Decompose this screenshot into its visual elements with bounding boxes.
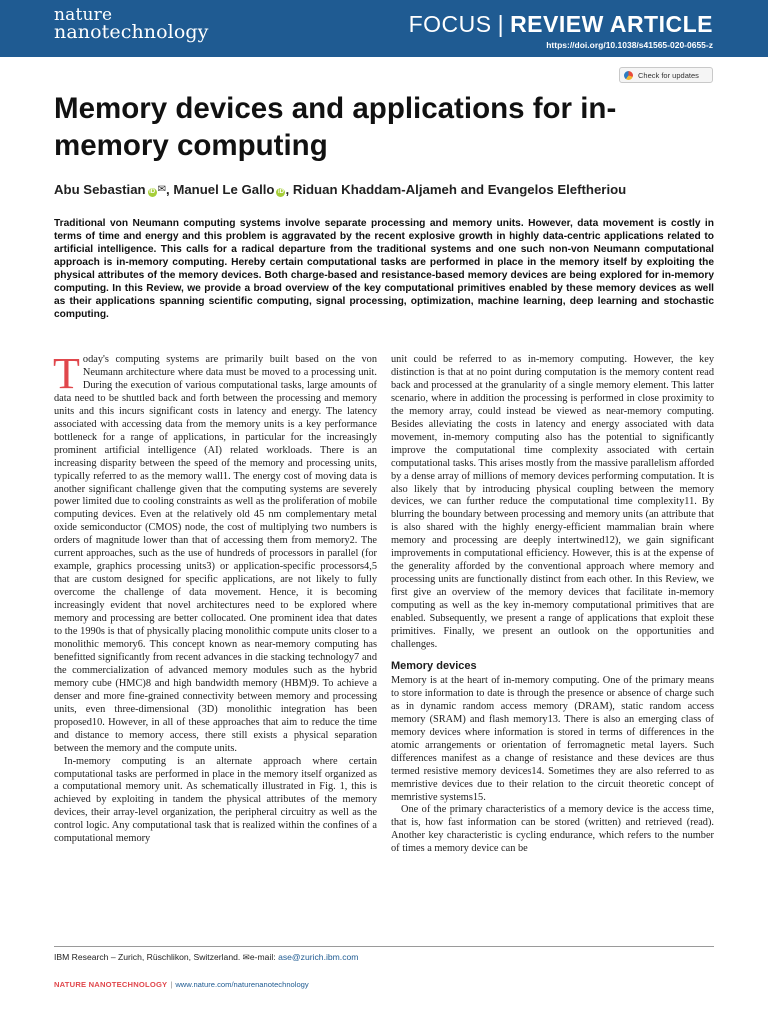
footer-divider <box>54 946 714 947</box>
author-separator: , <box>166 182 170 197</box>
journal-banner <box>0 0 768 57</box>
journal-url-link[interactable]: www.nature.com/naturenanotechnology <box>175 980 309 989</box>
author-name[interactable]: Manuel Le Gallo <box>173 182 275 197</box>
intro-paragraph <box>53 349 377 756</box>
author-separator: , <box>285 182 290 197</box>
focus-label: FOCUS <box>408 11 492 37</box>
footer-separator: | <box>170 980 173 989</box>
intro-paragraph-text: oday's computing systems are primarily built based on the von Neumann architecture where data must be moved to a processing unit. During the execution of various computational tasks, large amounts of data need to be shuttled back and forth between the processing and memory units and this incurs significant costs in latency and energy. The latency associated with accessing data from the memory units is a key performance bottleneck for a range of applications, in particular for the increasingly prominent artificial intelligence (AI) related workloads. There is an increasing disparity between the speed of the memory and processing units, typically referred to as the memory wall1. The energy cost of moving data is another significant challenge given that the computing systems are severely power limited due to cooling constraints as well as the proliferation of mobile computing devices. Even at the relatively old 45 nm complementary metal oxide semiconductor (CMOS) node, the cost of multiplying two numbers is orders of magnitude lower than that of accessing them from memory2. The current approaches, such as the use of hundreds of processors in parallel (for example, graphics processing units3) or application-specific processors4,5 that are custom designed for specific applications, are not likely to fully overcome the challenge of data movement. Hence, it is becoming increasingly evident that novel architectures need to be explored where memory and processing are better collocated. One prominent idea that dates to the 1990s is that of physically placing monolithic compute units closer to a monolithic memory6. This concept known as near-memory computing has benefitted significantly from recent advances in die stacking technology7 and the commercialization of advanced memory modules such as the hybrid memory cube (HMC)8 and high bandwidth memory (HBM)9. To achieve a denser and more fine-grained connectivity between memory and processing units, even three-dimensional (3D) monolithic integration has been proposed10. However, in all of these approaches that aim to reduce the time and distance to memory access, there still exists a physical separation between the memory and the compute units. <box>54 354 377 754</box>
body-column-left <box>53 349 377 846</box>
section-heading: Memory devices <box>391 659 477 672</box>
abstract: Traditional von Neumann computing systems involve separate processing and memory units. However, data movement is costly in terms of time and energy and this problem is aggravated by the recent explosive growth in highly data-centric applications related to artificial intelligence. This calls for a radical departure from the traditional systems and one such non-von Neumann computational approach is in-memory computing. Hereby certain computational tasks are performed in place in the memory itself by exploiting the physical attributes of the memory devices. Both charge-based and resistance-based memory devices are being explored for in-memory computing. In this Review, we provide a broad overview of the key computational primitives enabled by these memory devices as well as their applications spanning scientific computing, signal processing, optimization, machine learning, deep learning and stochastic computing. <box>54 218 714 320</box>
article-title: Memory devices and applications for in-memory computing <box>54 92 617 162</box>
body-paragraph: In-memory computing is an alternate approach where certain computational tasks are performed in place in the memory itself organized as a computational memory unit. As schematically illustrated in Fig. 1, this is achieved by exploiting in tandem the physical attributes of the memory devices, their array-level organization, the peripheral circuitry as well as the control logic. Any computational task that is realized within the confines of a computational memory <box>54 755 377 845</box>
author-name[interactable]: Abu Sebastian <box>54 182 146 197</box>
journal-logo-line2: nanotechnology <box>54 21 209 43</box>
article-category <box>409 11 713 38</box>
body-paragraph: Memory is at the heart of in-memory computing. One of the primary means to store information to date is through the presence or absence of charge such as in dynamic random access memory (DRAM), static random access memory (SRAM) and flash memory13. There is also an emerging class of memory devices where information is stored in terms of differences in the atomic arrangements or orientation of ferromagnetic metal layers. Such differences manifest as a change of resistance and these devices are thus termed resistive memory devices14. Sometimes they are also referred to as memristive devices due to their relation to the circuit theoretic concept of memristive systems15. <box>391 674 714 803</box>
article-type: REVIEW ARTICLE <box>510 11 713 37</box>
doi-link[interactable]: https://doi.org/10.1038/s41565-020-0655-z <box>546 40 713 50</box>
author-email-link[interactable]: ase@zurich.ibm.com <box>278 952 359 962</box>
body-column-right <box>391 354 714 856</box>
email-icon: ✉ <box>242 952 250 962</box>
check-for-updates-label: Check for updates <box>638 70 699 80</box>
journal-logo[interactable] <box>54 7 209 41</box>
orcid-icon[interactable]: iD <box>149 189 156 195</box>
affiliation-text: IBM Research – Zurich, Rüschlikon, Switzerland. <box>54 952 241 962</box>
author-name[interactable]: Riduan Khaddam-Aljameh and Evangelos Eleftheriou <box>292 182 627 197</box>
category-separator: | <box>497 11 505 37</box>
drop-cap: T <box>53 349 80 398</box>
body-paragraph: One of the primary characteristics of a memory device is the access time, that is, how fast information can be stored (written) and retrieved (read). Another key characteristic is cycling endurance, which refers to the number of times a memory device can be <box>391 804 714 855</box>
check-for-updates-button[interactable] <box>619 67 713 83</box>
body-paragraph: unit could be referred to as in-memory computing. However, the key distinction is that at no point during computation is the memory content read back and processed at the granularity of a single memory element. This latter scenario, where in addition the processing is performed in close proximity to the memory array, could instead be viewed as near-memory computing. Besides alleviating the costs in latency and energy associated with data movement, in-memory computing also has the potential to significantly improve the computational time complexity associated with certain computational tasks. This arises mostly from the massive parallelism afforded by a dense array of millions of memory devices performing computation. It is also likely that by introducing physical coupling between the memory devices, we can further reduce the computational time complexity11. By blurring the boundary between processing and memory units (an attribute that is also shared with the highly energy-efficient mammalian brain where memory and processing are deeply intertwined12), we gain significant improvements in computational efficiency. However, this is at the expense of the generality afforded by the conventional approach where memory and processing units are functionally distinct from each other. In this Review, we first give an overview of the memory devices that facilitate in-memory computing as well as the key in-memory computational primitives that are enabled. Subsequently, we present a range of applications that exploit these primitives. Finally, we present an outlook on the opportunities and challenges. <box>391 354 714 650</box>
affiliation-note <box>54 952 358 963</box>
email-label: e-mail: <box>249 952 276 962</box>
journal-name-footer: NATURE NANOTECHNOLOGY <box>54 980 168 989</box>
journal-logo-line1: nature <box>54 5 113 25</box>
orcid-icon[interactable]: iD <box>277 189 284 195</box>
author-list <box>54 182 714 197</box>
page-footer <box>54 980 309 989</box>
email-icon[interactable]: ✉ <box>157 184 166 195</box>
crossmark-icon <box>624 71 633 80</box>
